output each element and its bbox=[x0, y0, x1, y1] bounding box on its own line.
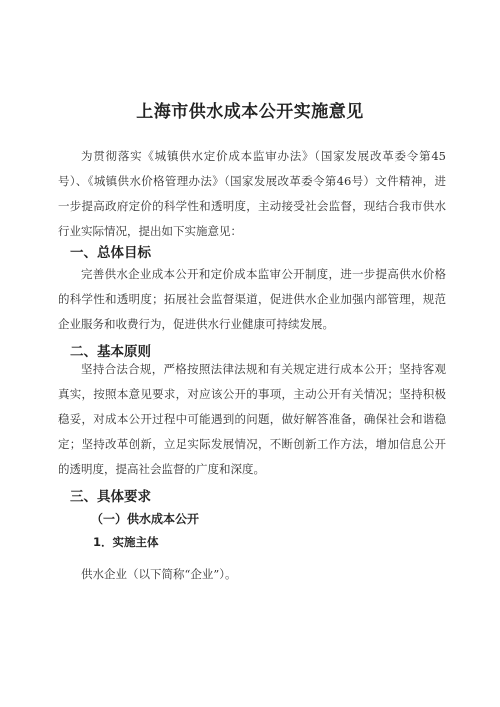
subsection-heading: （一）供水成本公开 bbox=[91, 512, 200, 526]
section-1-body: 完善供水企业成本公开和定价成本监审公开制度，进一步提高供水价格的科学性和透明度；拓展社会监督渠道，促进供水企业加强内部管理，规范企业服务和收费行为，促进供水行业健康可持续发展。 bbox=[58, 267, 446, 331]
section-1-heading: 一、总体目标 bbox=[70, 245, 151, 261]
item-1-body: 供水企业（以下简称“企业”）。 bbox=[81, 567, 237, 581]
section-2-body: 坚持合法合规，严格按照法律法规和有关规定进行成本公开；坚持客观真实，按照本意见要求，对应该公开的事项，主动公开有关情况；坚持积极稳妥，对成本公开过程中可能遇到的问题，做好解答准备，确保社会和谐稳定；坚持改革创新，立足实际发展情况，不断创新工作方法，增加信息公开的透明度，提高社会监督的广度和深度。 bbox=[58, 362, 446, 476]
section-2-heading: 二、基本原则 bbox=[70, 344, 151, 360]
document-title: 上海市供水成本公开实施意见 bbox=[136, 102, 364, 122]
section-3-heading: 三、具体要求 bbox=[70, 489, 151, 505]
intro-paragraph: 为贯彻落实《城镇供水定价成本监审办法》（国家发展改革委令第45号）、《城镇供水价格管理办法》（国家发展改革委令第46号）文件精神，进一步提高政府定价的科学性和透明度，主动接受社会监督，现结合我市供水行业实际情况，提出如下实施意见： bbox=[58, 149, 446, 238]
item-1-heading: 1．实施主体 bbox=[93, 535, 159, 549]
